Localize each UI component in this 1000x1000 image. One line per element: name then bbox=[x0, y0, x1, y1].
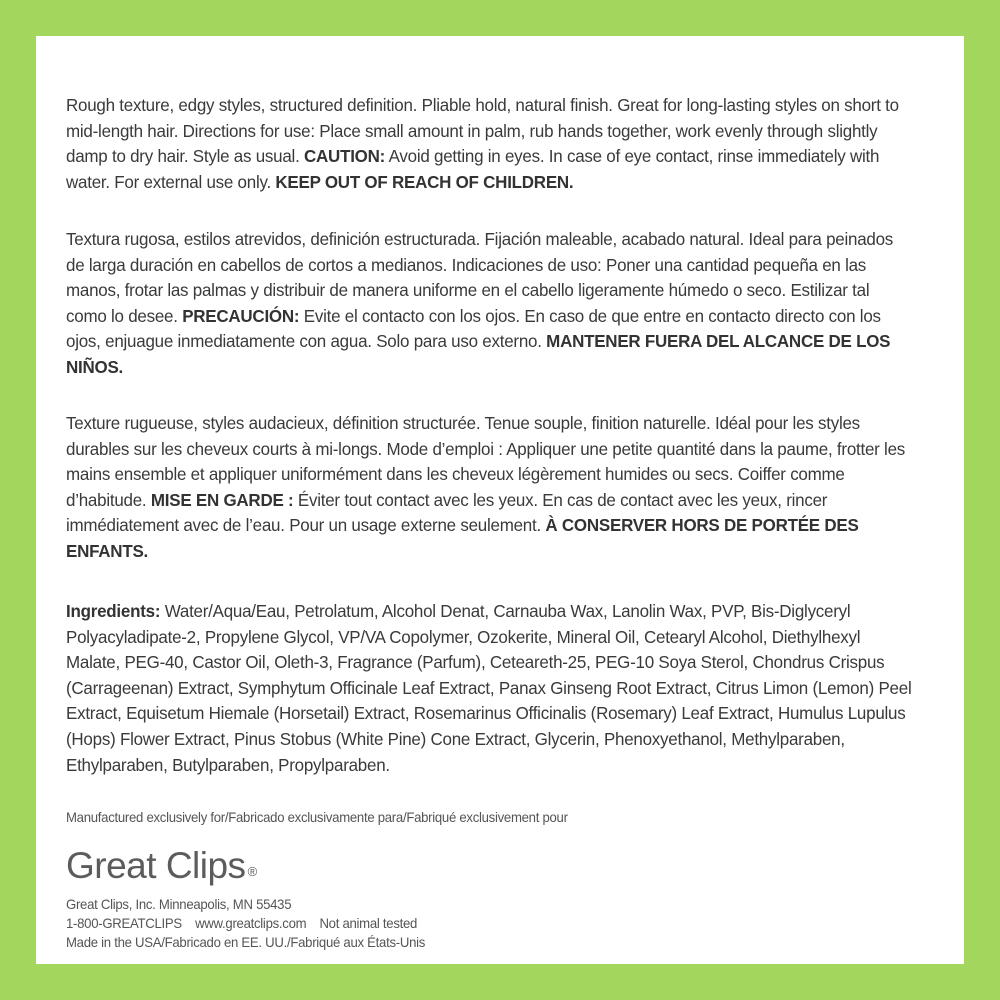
french-warning: À CONSERVER HORS DE PORTÉE DES ENFANTS. bbox=[66, 515, 859, 561]
french-description bbox=[66, 411, 912, 565]
contact-line bbox=[66, 915, 417, 931]
french-caution-label: MISE EN GARDE : bbox=[150, 489, 294, 510]
great-clips-logo bbox=[66, 844, 257, 888]
english-warning: KEEP OUT OF REACH OF CHILDREN. bbox=[275, 171, 574, 192]
spanish-warning: MANTENER FUERA DEL ALCANCE DE LOS NIÑOS. bbox=[66, 331, 891, 377]
address-line: Great Clips, Inc. Minneapolis, MN 55435 bbox=[66, 896, 292, 912]
brand-name: Great Clips bbox=[66, 845, 246, 886]
english-text-2: Avoid getting in eyes. In case of eye contact, rinse immediately with water. For external use only. bbox=[66, 146, 880, 192]
english-description bbox=[66, 93, 912, 195]
website: www.greatclips.com bbox=[195, 915, 307, 931]
ingredients-label: Ingredients: bbox=[66, 601, 161, 621]
spanish-description bbox=[66, 227, 912, 381]
registered-mark: ® bbox=[247, 864, 257, 879]
french-text-1: Texture rugueuse, styles audacieux, définition structurée. Tenue souple, finition naturelle. Idéal pour les styles durables sur les cheveux courts à mi-longs. Mode d’emploi : Appliquer une petite quantité dans la paume, frotter les mains ensemble et appliquer uniformément dans les cheveux légèrement humides ou secs. Coiffer comme d’habitude. bbox=[66, 413, 906, 510]
ingredients-list bbox=[66, 599, 912, 778]
french-text-2: Éviter tout contact avec les yeux. En cas de contact avec les yeux, rincer immédiatement avec de l’eau. Pour un usage externe seulement. bbox=[66, 489, 828, 536]
spanish-text-1: Textura rugosa, estilos atrevidos, definición estructurada. Fijación maleable, acabado natural. Ideal para peinados de larga duración en cabellos de cortos a medianos. Indicaciones de uso: Poner una cantidad pequeña en las manos, frotar las palmas y distribuir de manera uniforme en el cabello ligeramente húmedo o seco. Estilizar tal como lo desee. bbox=[66, 229, 894, 326]
spanish-text-2: Evite el contacto con los ojos. En caso de que entre en contacto directo con los ojos, enjuague inmediatamente con agua. Solo para uso externo. bbox=[66, 305, 881, 352]
english-text-1: Rough texture, edgy styles, structured definition. Pliable hold, natural finish. Great for long-lasting styles on short to mid-length hair. Directions for use: Place small amount in palm, rub hands together, work evenly through slightly damp to dry hair. Style as usual. bbox=[66, 95, 899, 167]
animal-testing-claim: Not animal tested bbox=[319, 915, 418, 931]
manufactured-for: Manufactured exclusively for/Fabricado exclusivamente para/Fabriqué exclusivement pour bbox=[66, 809, 568, 825]
spanish-caution-label: PRECAUCIÓN: bbox=[182, 305, 300, 326]
ingredients-text: Water/Aqua/Eau, Petrolatum, Alcohol Denat, Carnauba Wax, Lanolin Wax, PVP, Bis-Diglyceryl Polyacyladipate-2, Propylene Glycol, VP/VA Copolymer, Ozokerite, Mineral Oil, Cetearyl Alcohol, Diethylhexyl Malate, PEG-40, Castor Oil, Oleth-3, Fragrance (Parfum), Ceteareth-25, PEG-10 Soya Sterol, Chondrus Crispus (Carrageenan) Extract, Symphytum Officinale Leaf Extract, Panax Ginseng Root Extract, Citrus Limon (Lemon) Peel Extract, Equisetum Hiemale (Horsetail) Extract, Rosemarinus Officinalis (Rosemary) Leaf Extract, Humulus Lupulus (Hops) Flower Extract, Pinus Stobus (White Pine) Cone Extract, Glycerin, Phenoxyethanol, Methylparaben, Ethylparaben, Butylparaben, Propylparaben. bbox=[66, 601, 912, 775]
phone-number: 1-800-GREATCLIPS bbox=[66, 915, 182, 931]
label-panel bbox=[36, 36, 964, 964]
english-caution-label: CAUTION: bbox=[304, 146, 386, 167]
origin-line: Made in the USA/Fabricado en EE. UU./Fabriqué aux États-Unis bbox=[66, 934, 426, 950]
